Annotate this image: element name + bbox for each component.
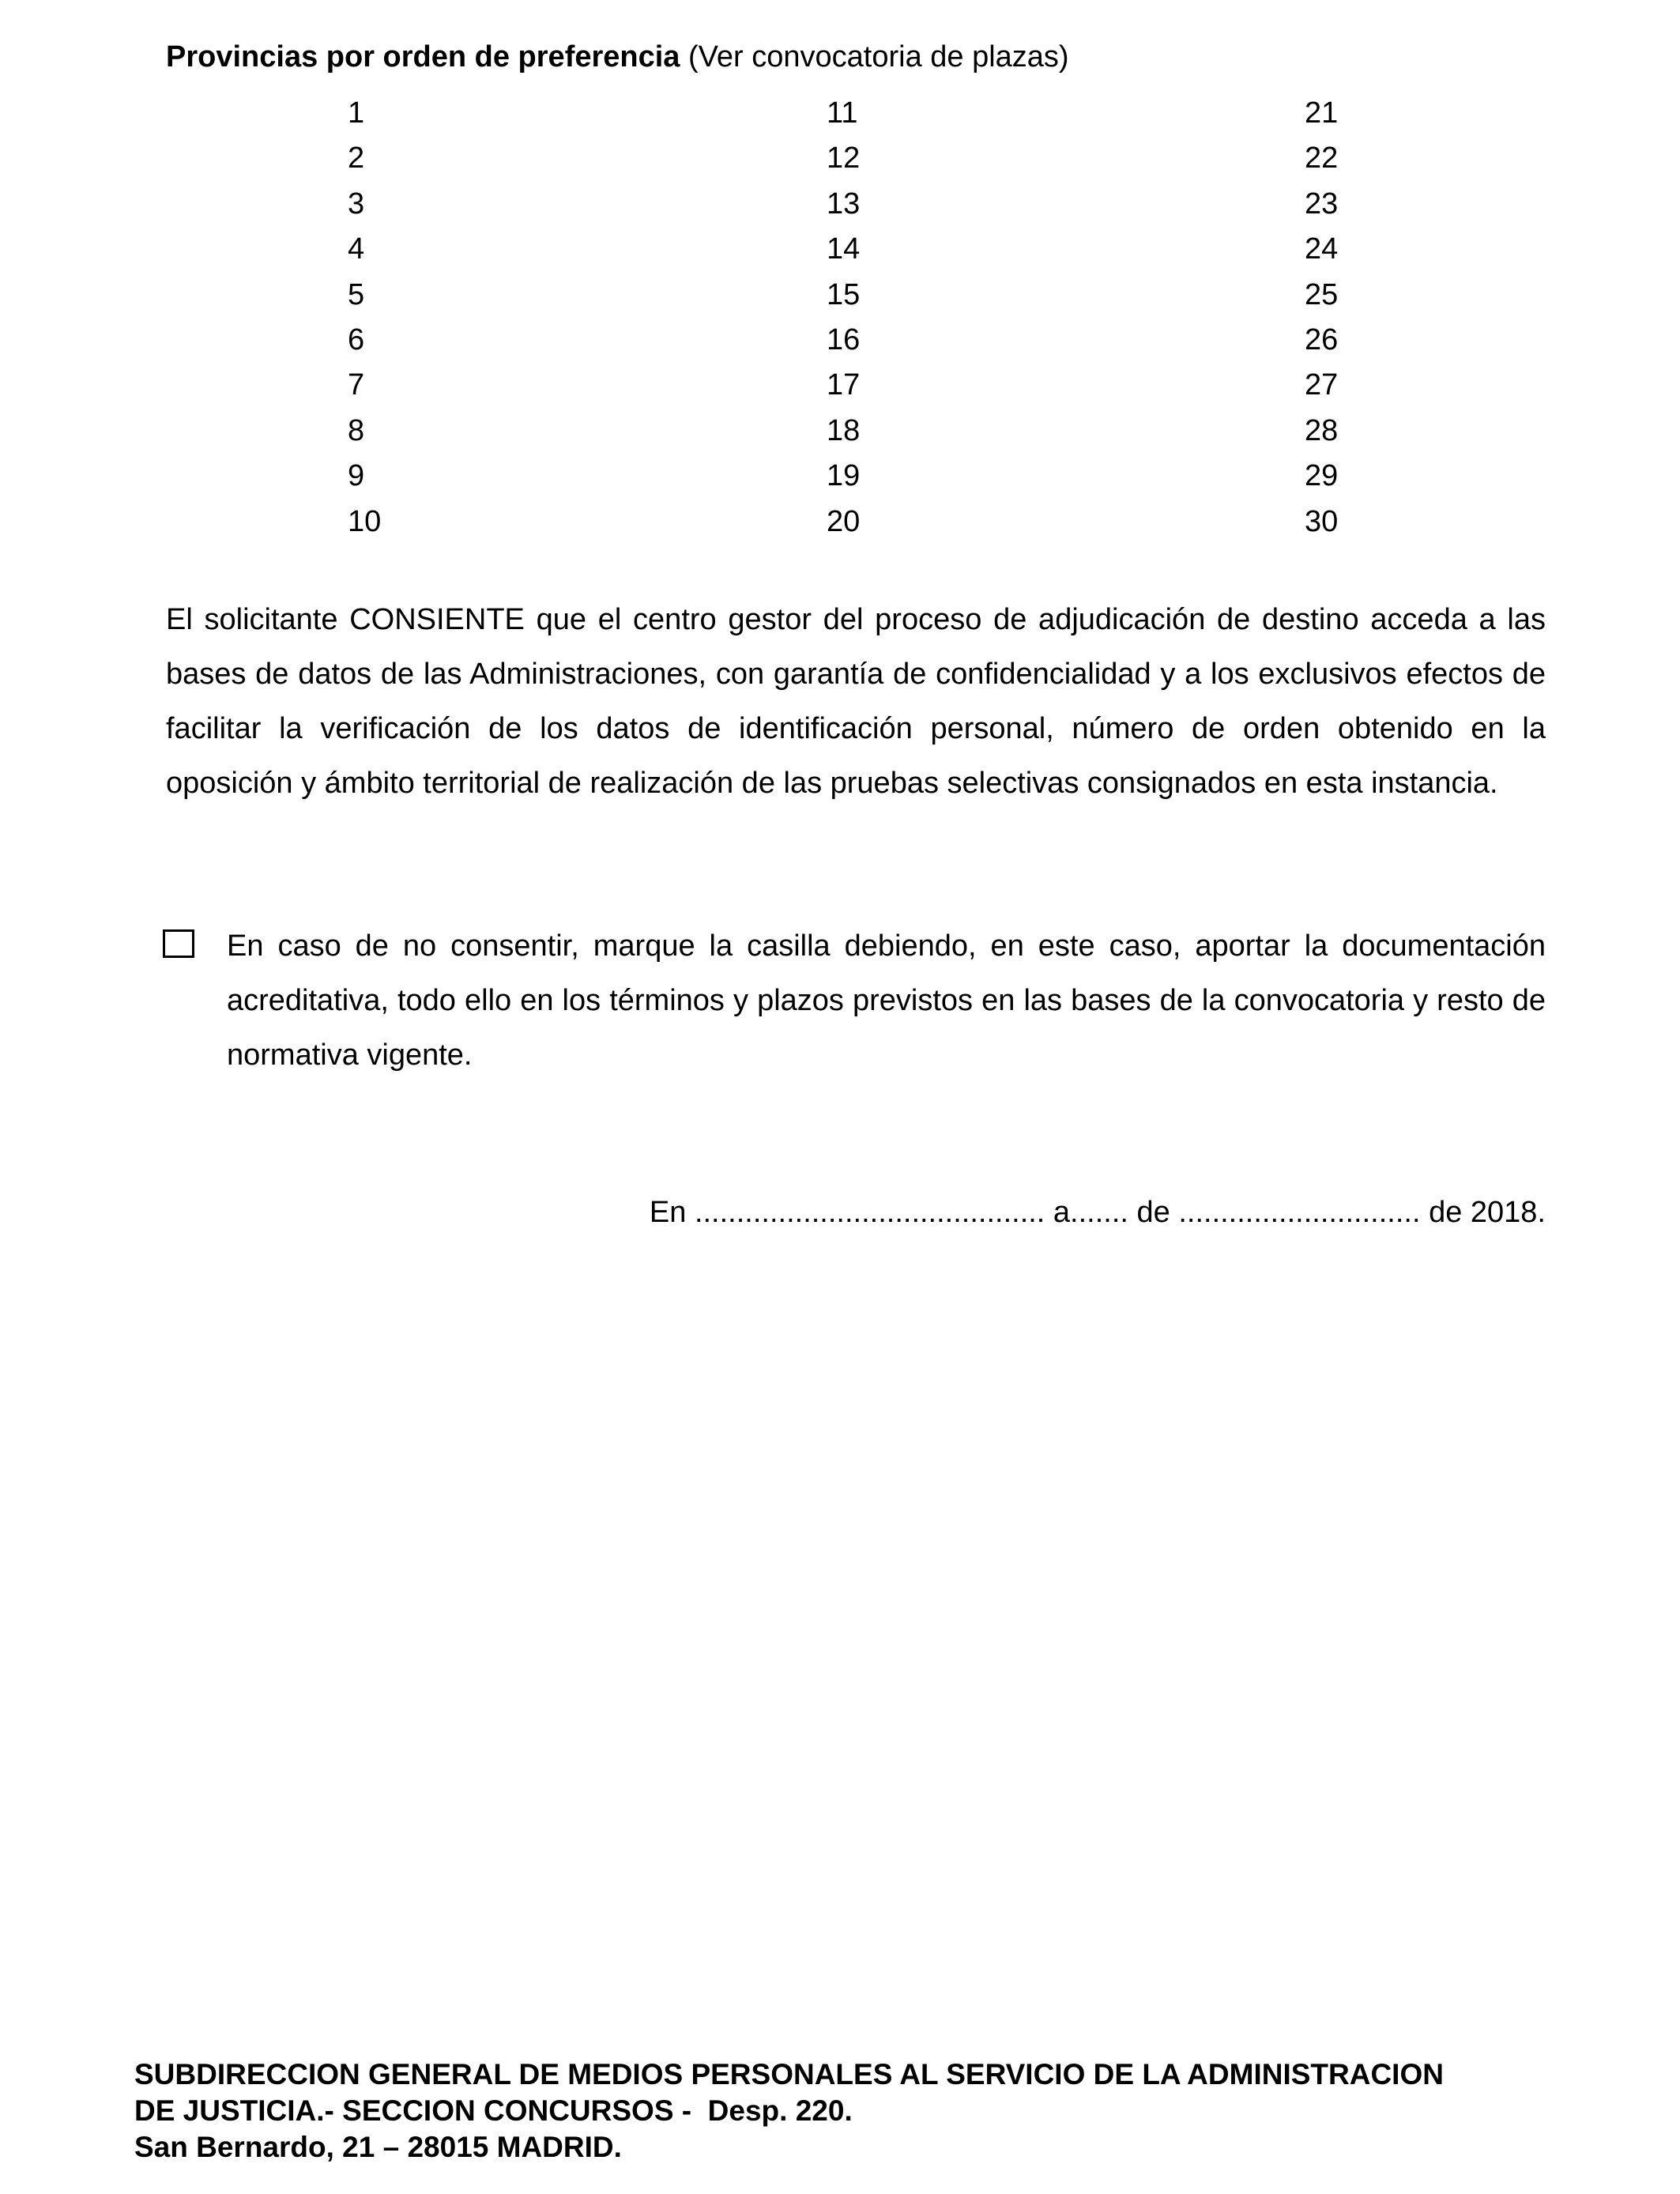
province-number: 9 bbox=[348, 459, 365, 493]
province-number: 20 bbox=[827, 504, 861, 538]
province-number: 15 bbox=[827, 277, 861, 311]
no-consent-text: En caso de no consentir, marque la casilla debiendo, en este caso, aportar la documentación acreditativa, todo ello en los términos y plazos previstos en las bases de la convocatoria y resto de normativa vigente. bbox=[227, 929, 1546, 1072]
province-number: 10 bbox=[348, 504, 382, 538]
province-number: 3 bbox=[348, 187, 365, 221]
province-number: 17 bbox=[827, 368, 861, 402]
province-number: 6 bbox=[348, 322, 365, 356]
province-number: 25 bbox=[1305, 277, 1339, 311]
heading-note: (Ver convocatoria de plazas) bbox=[688, 40, 1069, 74]
date-place-line: En .......................................... a....... de ............................. de 2018. bbox=[649, 1196, 1546, 1229]
footer-line-2: DE JUSTICIA.- SECCION CONCURSOS - Desp. 220. bbox=[134, 2094, 853, 2127]
province-column-3 bbox=[1305, 91, 1338, 545]
province-number: 22 bbox=[1305, 141, 1339, 175]
province-number: 24 bbox=[1305, 232, 1339, 266]
consent-paragraph: El solicitante CONSIENTE que el centro gestor del proceso de adjudicación de destino acceda a las bases de datos de las Administraciones, con garantía de confidencialidad y a los exclusivos efectos de facilitar la verificación de los datos de identificación personal, número de orden obtenido en la oposición y ámbito territorial de realización de las pruebas selectivas consignados en esta instancia. bbox=[166, 603, 1546, 800]
province-number: 5 bbox=[348, 277, 365, 311]
province-number: 29 bbox=[1305, 459, 1339, 493]
footer-address bbox=[134, 2056, 1444, 2166]
no-consent-checkbox[interactable] bbox=[163, 929, 194, 958]
province-number: 16 bbox=[827, 322, 861, 356]
footer-line-1: SUBDIRECCION GENERAL DE MEDIOS PERSONALES AL SERVICIO DE LA ADMINISTRACION bbox=[134, 2058, 1444, 2090]
section-heading bbox=[166, 38, 1069, 76]
province-number: 26 bbox=[1305, 322, 1339, 356]
footer-line-3: San Bernardo, 21 – 28015 MADRID. bbox=[134, 2131, 622, 2163]
province-number: 30 bbox=[1305, 504, 1339, 538]
province-number: 23 bbox=[1305, 187, 1339, 221]
province-number: 1 bbox=[348, 96, 365, 130]
province-number: 28 bbox=[1305, 413, 1339, 447]
heading-bold: Provincias por orden de preferencia bbox=[166, 40, 680, 74]
province-column-1 bbox=[348, 91, 381, 545]
province-number: 8 bbox=[348, 413, 365, 447]
province-number: 13 bbox=[827, 187, 861, 221]
province-number: 18 bbox=[827, 413, 861, 447]
province-number: 4 bbox=[348, 232, 365, 266]
province-number: 27 bbox=[1305, 368, 1339, 402]
province-column-2 bbox=[827, 91, 860, 545]
province-number: 19 bbox=[827, 459, 861, 493]
province-number: 14 bbox=[827, 232, 861, 266]
province-number: 21 bbox=[1305, 96, 1339, 130]
province-number: 7 bbox=[348, 368, 365, 402]
province-number: 11 bbox=[827, 96, 858, 130]
province-number: 2 bbox=[348, 141, 365, 175]
province-number: 12 bbox=[827, 141, 861, 175]
